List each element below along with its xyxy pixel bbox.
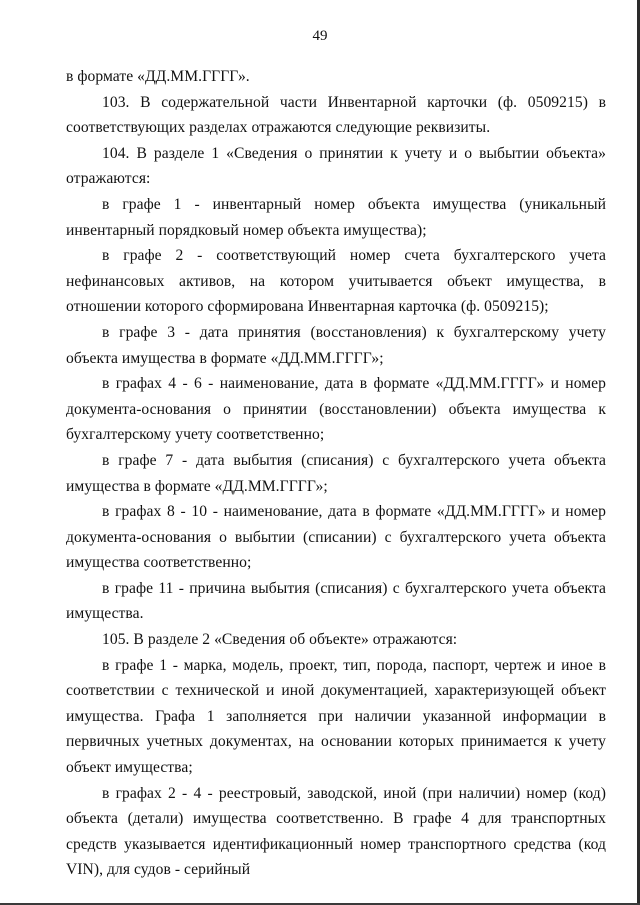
paragraph-104-column-3: в графе 3 - дата принятия (восстановления) к бухгалтерскому учету объекта имущества в формате «ДД.ММ.ГГГГ»; [66,323,606,367]
paragraph-104-column-7: в графе 7 - дата выбытия (списания) с бухгалтерского учета объекта имущества в формате «ДД.ММ.ГГГГ»; [66,451,606,495]
paragraph-104-column-11: в графе 11 - причина выбытия (списания) с бухгалтерского учета объекта имущества. [66,579,606,623]
paragraph-104-column-2: в графе 2 - соответствующий номер счета бухгалтерского учета нефинансовых активов, на котором учитывается объект имущества, в отношении которого сформирована Инвентарная карточка (ф. 0509215); [66,247,606,316]
paragraph-104-column-1: в графе 1 - инвентарный номер объекта имущества (уникальный инвентарный порядковый номер объекта имущества); [66,195,606,239]
paragraph-105-column-1: в графе 1 - марка, модель, проект, тип, порода, паспорт, чертеж и иное в соответствии с технической и иной документацией, характеризующей объект имущества. Графа 1 заполняется при наличии указанной информации в первичных учетных документах, на основании которых принимается к учету объект имущества; [66,656,606,777]
paragraph-105: 105. В разделе 2 «Сведения об объекте» отражаются: [102,631,458,649]
paragraph-continuation: в формате «ДД.ММ.ГГГГ». [66,68,250,85]
paragraph-104-columns-8-10: в графах 8 - 10 - наименование, дата в формате «ДД.ММ.ГГГГ» и номер документа-основания о выбытии (списании) с бухгалтерского учета объекта имущества соответственно; [66,503,606,572]
paragraph-103: 103. В содержательной части Инвентарной карточки (ф. 0509215) в соответствующих разделах отражаются следующие реквизиты. [66,93,606,137]
paragraph-104: 104. В разделе 1 «Сведения о принятии к учету и о выбытии объекта» отражаются: [66,144,606,188]
document-body [66,64,606,883]
paragraph-105-columns-2-4: в графах 2 - 4 - реестровый, заводской, иной (при наличии) номер (код) объекта (детали) имущества соответственно. В графе 4 для транспортных средств указывается идентификационный номер транспортного средства (код VIN), для судов - серийный [66,784,606,879]
paragraph-104-columns-4-6: в графах 4 - 6 - наименование, дата в формате «ДД.ММ.ГГГГ» и номер документа-основания о принятии (восстановлении) объекта имущества к бухгалтерскому учету соответственно; [66,375,606,444]
page-number: 49 [312,28,328,44]
